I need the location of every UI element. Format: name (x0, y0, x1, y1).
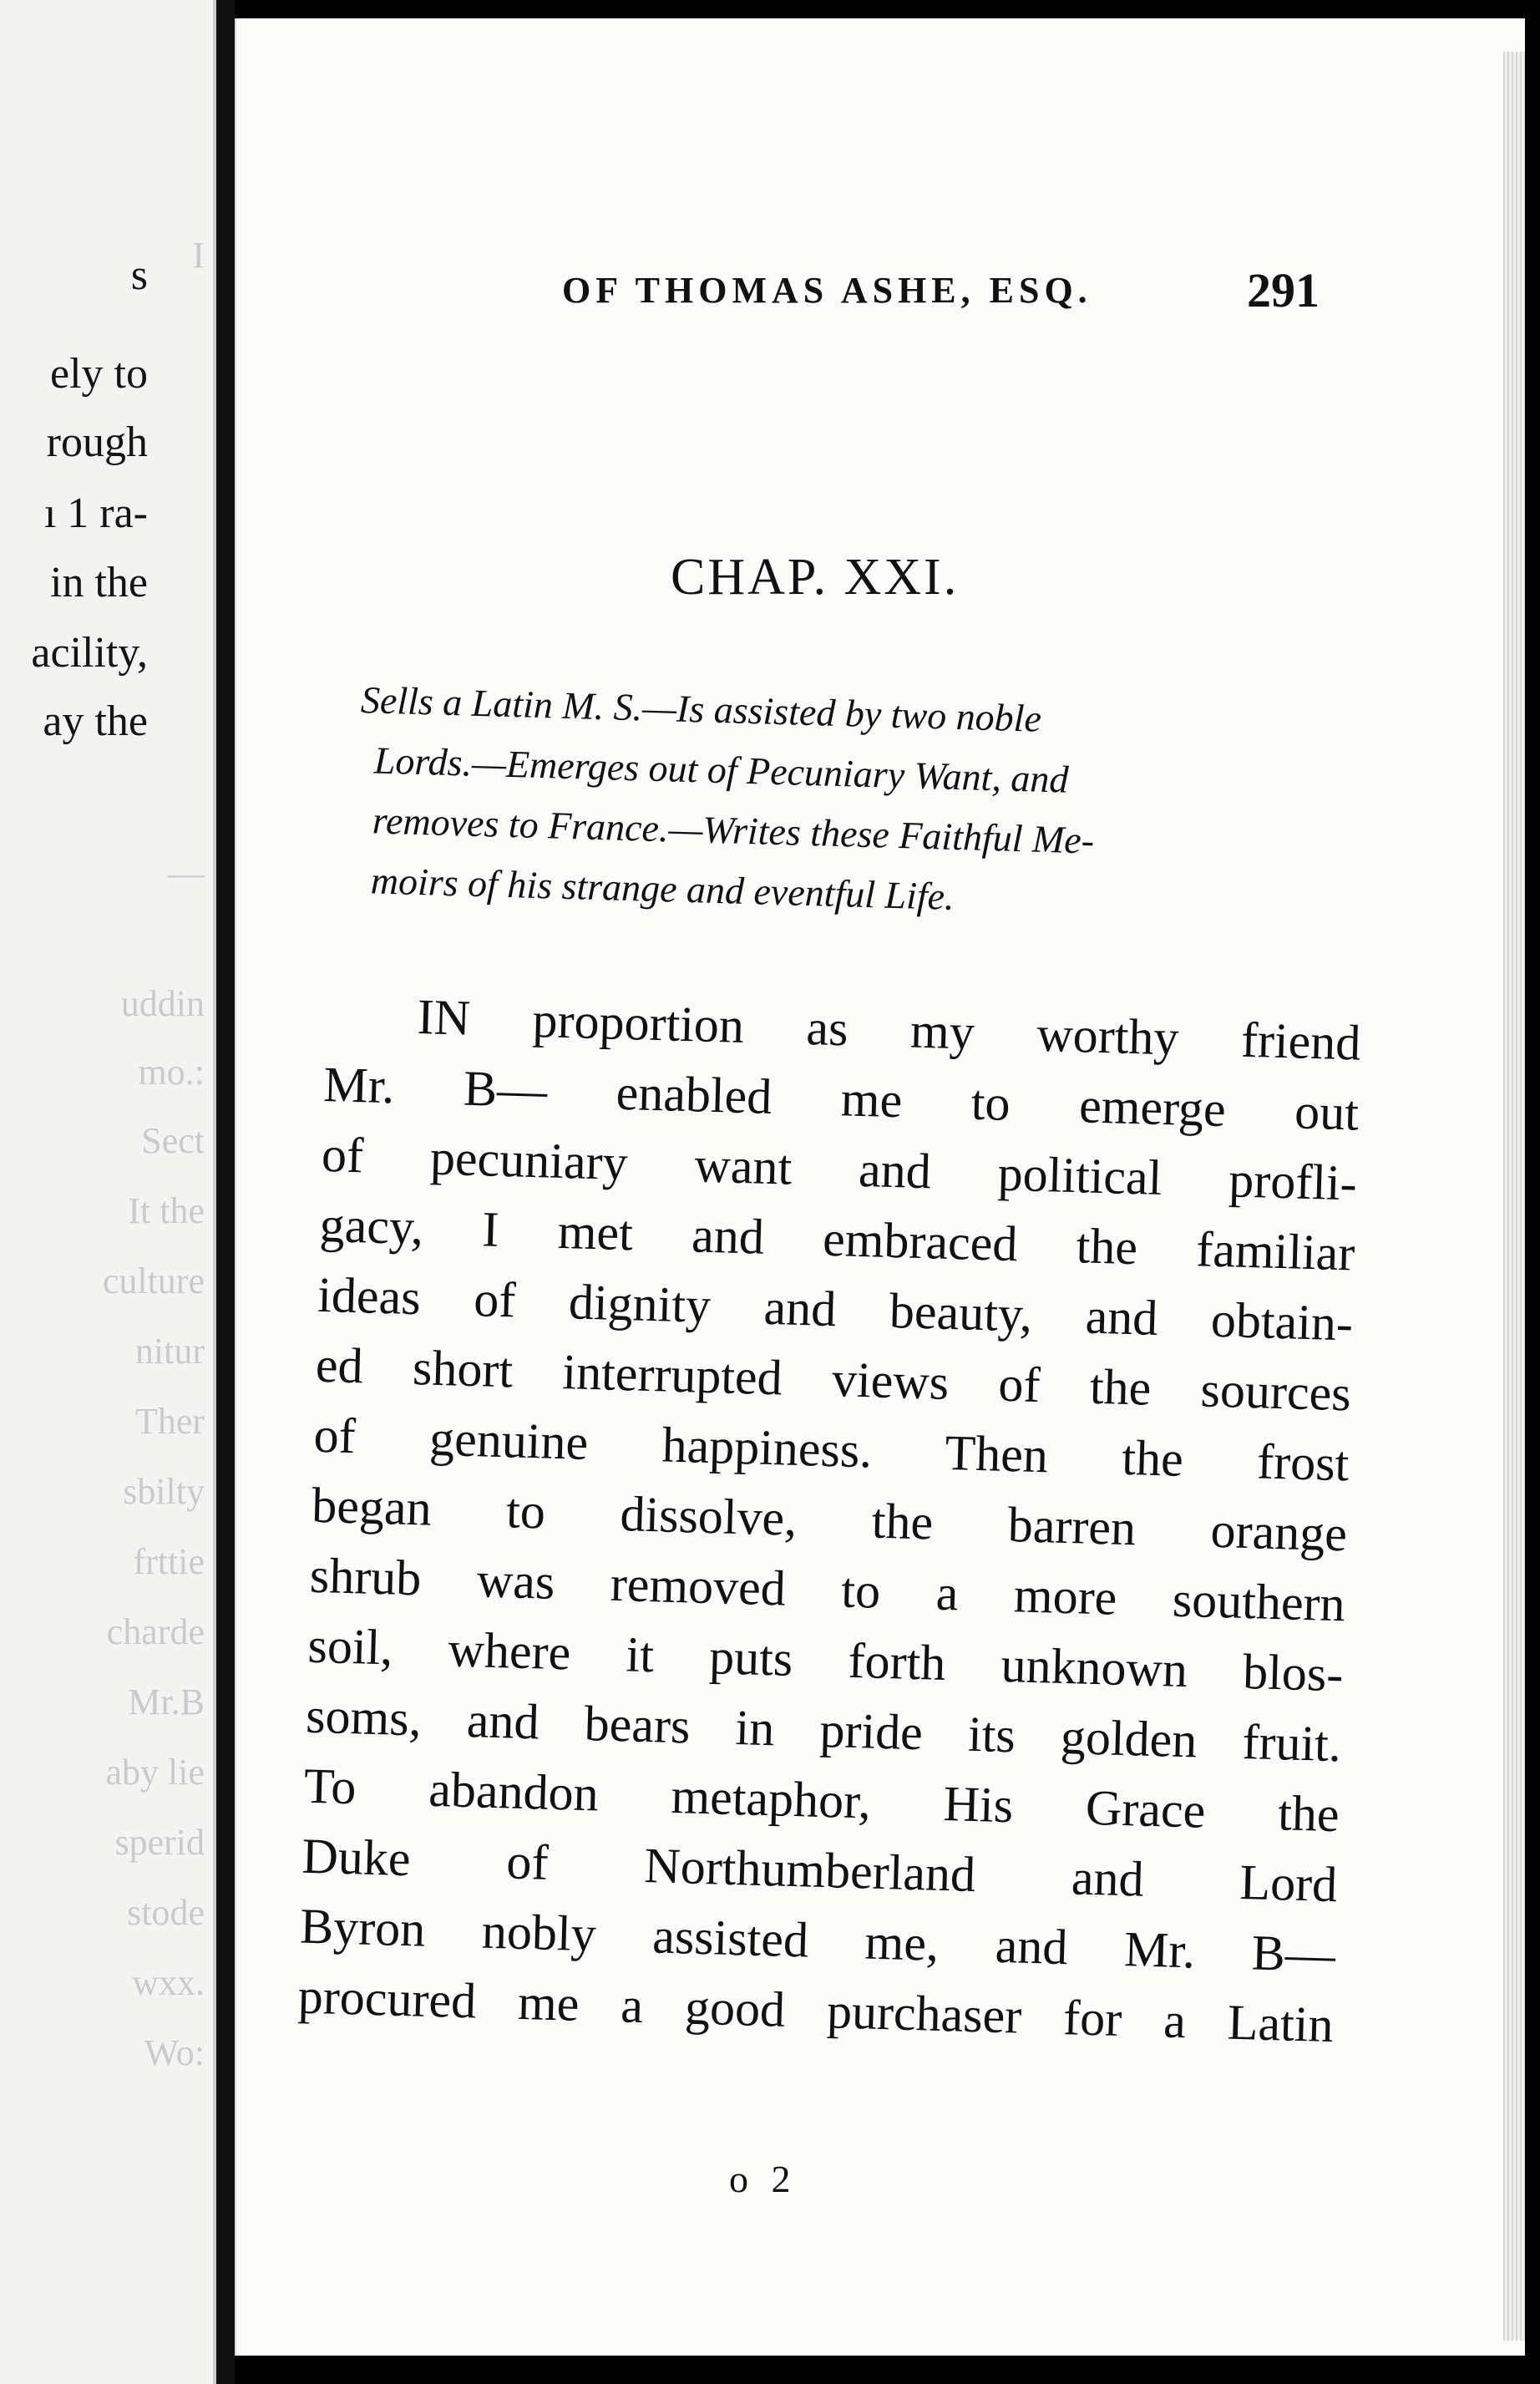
body-line: ideas of dignity and beauty, and obtain- (317, 1266, 1354, 1352)
left-page-faint-line: nitur (134, 1331, 205, 1372)
right-page (235, 18, 1525, 2356)
left-page-faint-line: aby lie (105, 1752, 205, 1793)
left-page-faint-line: uddin (120, 983, 205, 1024)
left-page-fragment (0, 0, 216, 2384)
body-line: shrub was removed to a more southern (309, 1547, 1346, 1632)
body-line: began to dissolve, the barren orange (311, 1477, 1348, 1562)
body-line: of pecuniary want and political profli- (321, 1126, 1358, 1211)
left-page-line: acility, (31, 629, 148, 677)
chapter-summary (355, 670, 1330, 937)
left-page-line: rough (46, 418, 148, 466)
body-line: soms, and bears in pride its golden fruit. (305, 1687, 1342, 1773)
page-edge-stack (1503, 52, 1525, 2341)
body-line: Mr. B— enabled me to emerge out (322, 1056, 1360, 1141)
left-page-faint-line: culture (102, 1260, 205, 1301)
left-page-line: in the (50, 559, 148, 606)
left-page-faint-line: frttie (133, 1541, 205, 1582)
left-page-faint-line: Sect (141, 1120, 205, 1161)
left-page-line: ay the (43, 697, 148, 745)
body-line: IN proportion as my worthy friend (416, 989, 1362, 1071)
body-line: To abandon metaphor, His Grace the (303, 1758, 1340, 1843)
left-page-line: s (130, 251, 148, 299)
body-line: soil, where it puts forth unknown blos- (306, 1617, 1345, 1702)
left-page-line: ı 1 ra- (43, 489, 148, 537)
left-page-line: ely to (50, 350, 148, 398)
left-page-faint-line: Wo: (144, 2032, 205, 2073)
left-page-faint-line: sperid (114, 1822, 205, 1863)
signature-mark: o 2 (729, 2158, 798, 2200)
body-line: procured me a good purchaser for a Latin (297, 1968, 1335, 2053)
summary-line: Lords.—Emerges out of Pecuniary Want, and (373, 738, 1070, 801)
body-line: of genuine happiness. Then the frost (312, 1407, 1350, 1492)
body-text (297, 979, 1362, 2060)
body-line: Byron nobly assisted me, and Mr. B— (299, 1898, 1336, 1983)
running-head: OF THOMAS ASHE, ESQ. (562, 270, 1092, 311)
left-page-faint-line: Mr.B (128, 1681, 205, 1722)
body-line: gacy, I met and embraced the familiar (318, 1196, 1356, 1281)
body-line: Duke of Northumberland and Lord (301, 1828, 1339, 1913)
chapter-title: CHAP. XXI. (671, 549, 960, 606)
left-page-faint-line: — (168, 853, 205, 894)
left-page-faint-line: charde (106, 1611, 205, 1652)
left-page-faint-line: Ther (134, 1401, 205, 1442)
body-line: ed short interrupted views of the sources (315, 1337, 1352, 1422)
summary-line: removes to France.—Writes these Faithful Me- (372, 799, 1095, 862)
summary-line: moirs of his strange and eventful Life. (370, 859, 955, 918)
page-number: 291 (1247, 263, 1320, 317)
left-page-faint-line: sbilty (123, 1471, 205, 1512)
left-page-faint-line: It the (128, 1190, 205, 1231)
left-page-faint-line: wxx. (132, 1962, 205, 2003)
left-page-faint-line: I (192, 235, 205, 276)
left-page-faint-line: mo.: (138, 1052, 205, 1093)
summary-line: Sells a Latin M. S.—Is assisted by two noble (360, 677, 1042, 740)
left-page-faint-line: stode (127, 1892, 205, 1933)
book-gutter (216, 0, 235, 2384)
